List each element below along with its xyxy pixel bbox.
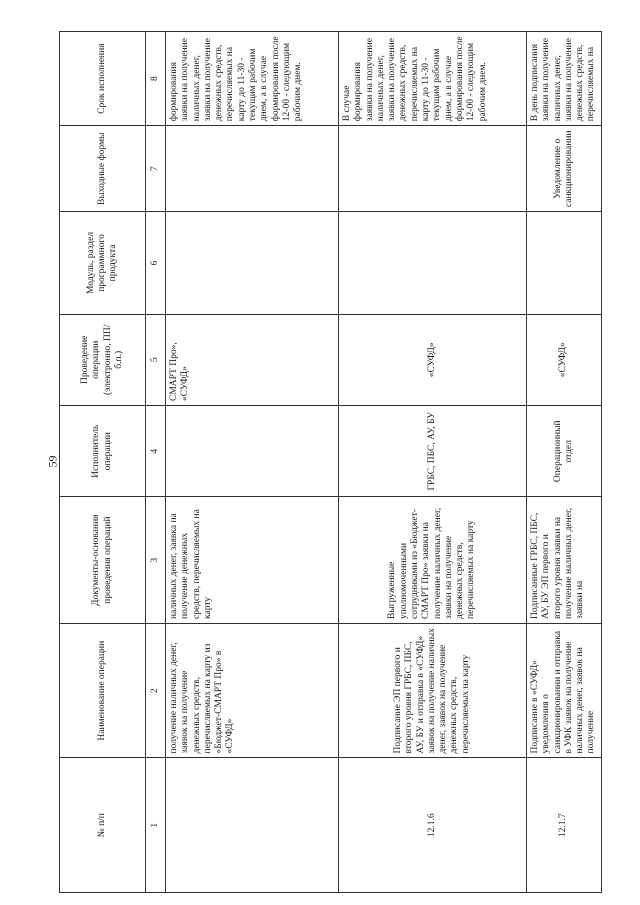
column-number: 6: [146, 212, 166, 314]
table-row: [527, 32, 602, 893]
operation-deadline: В день подписания заявки на получение наличных денег, заявки на получение денежных средств, перечисляемых на: [527, 32, 602, 126]
row-number: 12.1.6: [339, 758, 527, 893]
header-output: Выходные формы: [60, 126, 146, 212]
column-number: 2: [146, 623, 166, 758]
operation-executor: Операционный отдел: [527, 406, 602, 497]
row-number: [166, 758, 339, 893]
operation-module: [339, 212, 527, 314]
operation-deadline: В случае формирования заявки на получение наличных денег, заявки на получение денежных средств, перечисляемых на карту до 11-30 - текущим рабочим днем, а в случае формирования после 12-00 - следующим рабочим днем.: [339, 32, 527, 126]
page-number: 59: [45, 455, 60, 468]
operation-executor: [166, 406, 339, 497]
column-number: 3: [146, 497, 166, 623]
header-documents: Документы-основания проведения операций: [60, 497, 146, 623]
column-number: 5: [146, 314, 166, 405]
operation-output: [339, 126, 527, 212]
table-row: [339, 32, 527, 893]
operation-deadline: формирования заявки на получение наличных денег, заявки на получение денежных средств, перечисляемых на карту до 11-30 - текущим рабочим днем, а в случае формирования после 12-00 - следующим рабочим днем.: [166, 32, 339, 126]
operation-executor: ГРБС, ПБС, АУ, БУ: [339, 406, 527, 497]
operation-method: «СУФД»: [339, 314, 527, 405]
header-operation-name: Наименование операции: [60, 623, 146, 758]
row-number: 12.1.7: [527, 758, 602, 893]
operation-method: СМАРТ Про», «СУФД»: [166, 314, 339, 405]
operation-documents: наличных денег, заявка на получение денежных средств, перечисляемых на карту: [166, 497, 339, 623]
operation-documents: Подписанные ГРБС, ПБС, АУ, БУ ЭП первого и второго уровня заявки на получение наличных денег, заявки на: [527, 497, 602, 623]
operation-name: Подписание ЭП первого и второго уровня ГРБС, ПБС, АУ, БУ и отправка в «СУФД» заявок на получение наличных денег, заявок на получение денежных средств, перечисляемых на карту: [339, 623, 527, 758]
header-module: Модуль, раздел программного продукта: [60, 212, 146, 314]
operation-documents: Выгруженные уполномоченными сотрудниками из «Бюджет-СМАРТ Про» заявки на получение наличных денег, заявки на получение денежных средств, перечисляемых на карту: [339, 497, 527, 623]
column-number: 8: [146, 32, 166, 126]
operation-module: [527, 212, 602, 314]
table-row: [166, 32, 339, 893]
operation-output: Уведомление о санкционировании: [527, 126, 602, 212]
rotated-table-container: [59, 31, 599, 893]
operations-table: [59, 31, 602, 893]
column-number: 1: [146, 758, 166, 893]
operation-output: [166, 126, 339, 212]
header-number: № п/п: [60, 758, 146, 893]
operation-module: [166, 212, 339, 314]
header-deadline: Срок исполнения: [60, 32, 146, 126]
column-number-row: [146, 32, 166, 893]
column-number: 4: [146, 406, 166, 497]
header-executor: Исполнитель операции: [60, 406, 146, 497]
operation-method: «СУФД»: [527, 314, 602, 405]
column-number: 7: [146, 126, 166, 212]
header-row: [60, 32, 146, 893]
header-method: Проведение операции (электронно, ПП/б.п.): [60, 314, 146, 405]
operation-name: получение наличных денег, заявок на получение денежных средств, перечисляемых на карту из «Бюджет-СМАРТ Про» в «СУФД»: [166, 623, 339, 758]
operation-name: Подписание в «СУФД» уведомления о санкционировании и отправка в УФК заявок на получение наличных денег, заявок на получение: [527, 623, 602, 758]
